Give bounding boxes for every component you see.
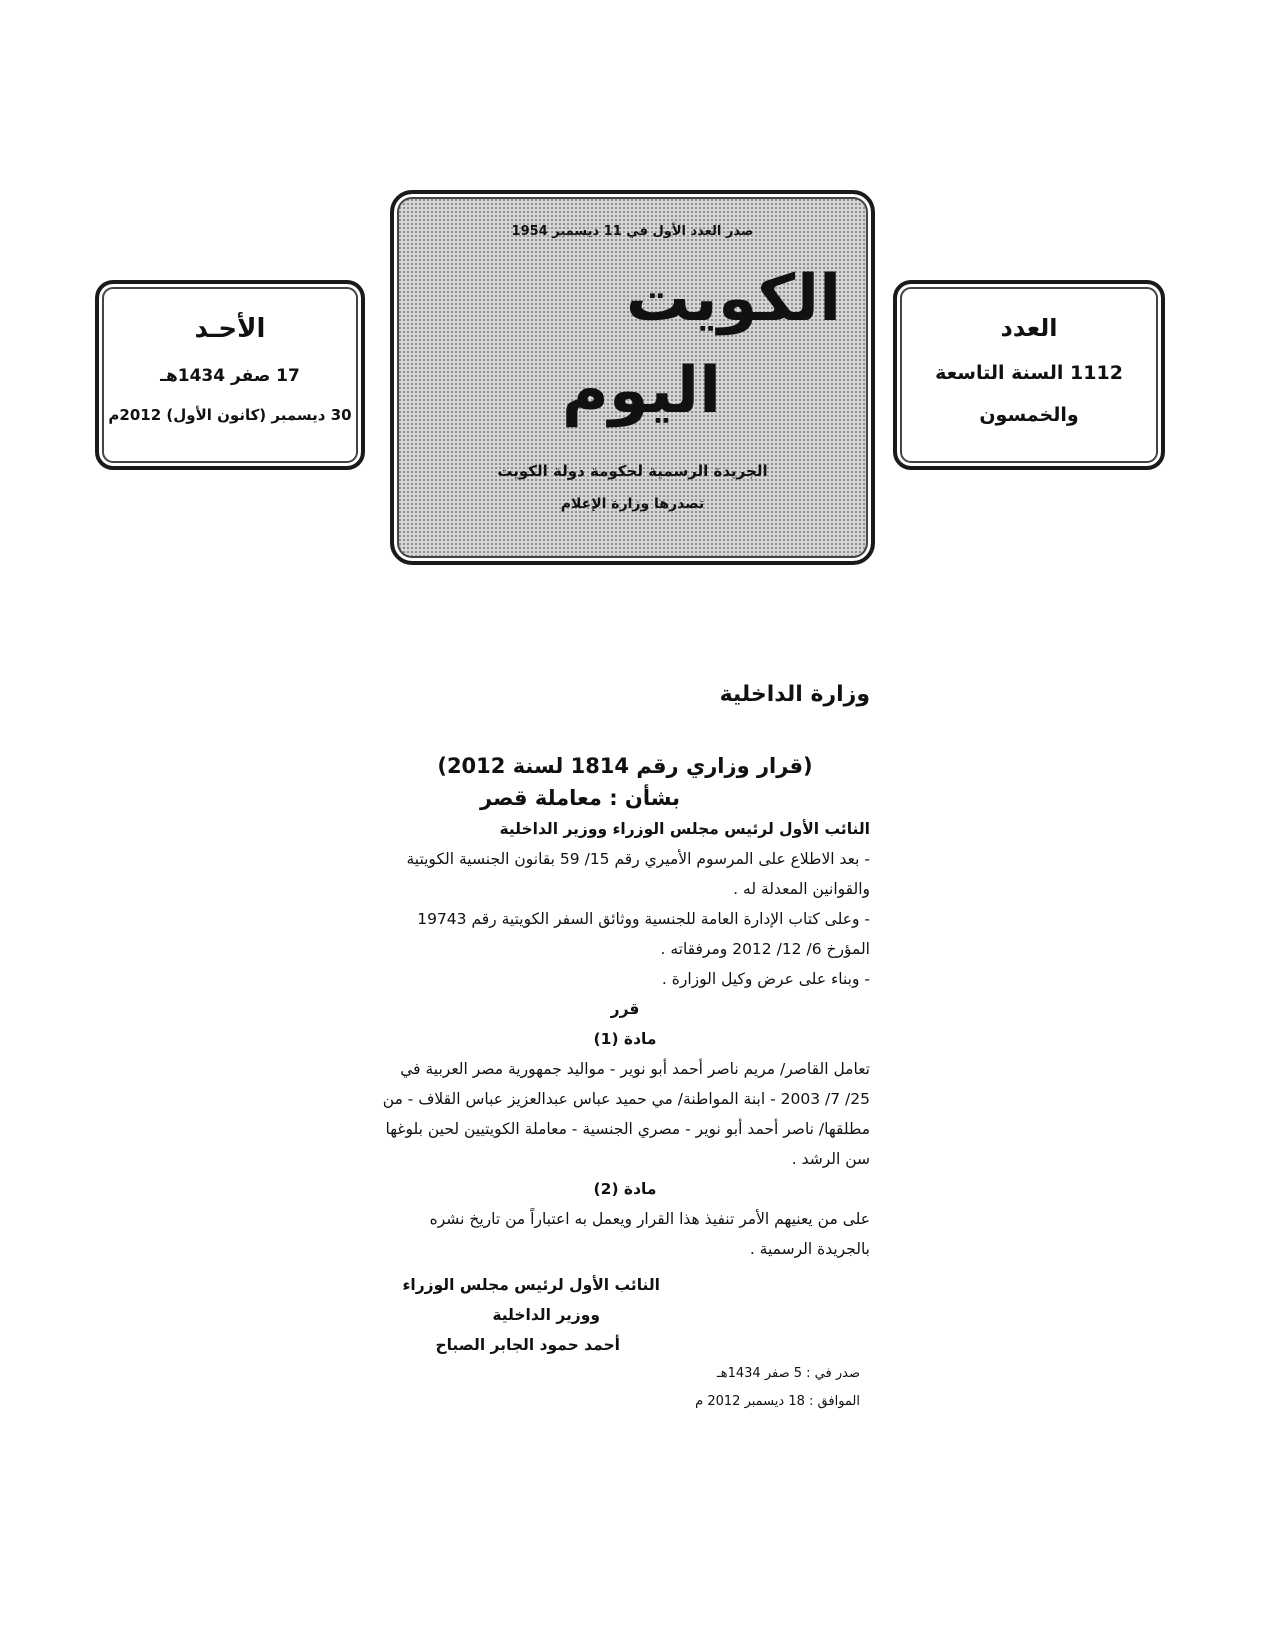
ministry-heading: وزارة الداخلية <box>719 682 870 707</box>
issue-label: العدد <box>1000 314 1058 342</box>
masthead-title-line1: الكويت <box>625 262 841 336</box>
masthead-publisher: تصدرها وزارة الإعلام <box>560 496 705 512</box>
decree-title: (قرار وزاري رقم 1814 لسنة 2012) <box>437 754 813 778</box>
gregorian-date: 30 ديسمبر (كانون الأول) 2012م <box>108 406 352 424</box>
signature-ministry: ووزير الداخلية <box>492 1306 600 1324</box>
article-2-heading: مادة (2) <box>593 1180 657 1198</box>
article-2-text: على من يعنيهم الأمر تنفيذ هذا القرار ويعمل به اعتباراً من تاريخ نشره بالجريدة الرسمية . <box>429 1210 870 1258</box>
issue-number-year: 1112 السنة التاسعة <box>935 362 1123 384</box>
issued-gregorian-date: الموافق : 18 ديسمبر 2012 م <box>695 1394 860 1409</box>
issue-day: الأحـد <box>194 314 266 344</box>
article-1-heading: مادة (1) <box>593 1030 657 1048</box>
date-box <box>95 280 365 470</box>
decree-issuer: النائب الأول لرئيس مجلس الوزراء ووزير الداخلية <box>499 820 870 838</box>
issue-box <box>893 280 1165 470</box>
masthead-logo <box>390 190 875 565</box>
issued-hijri-date: صدر في : 5 صفر 1434هـ <box>716 1366 860 1381</box>
article-1-text: تعامل القاصر/ مريم ناصر أحمد أبو نوير - مواليد جمهورية مصر العربية في 25/ 7/ 2003 - ابنة المواطنة/ مي حميد عباس عبدالعزيز عباس القلاف - من مطلقها/ ناصر أحمد أبو نوير - مصري الجنسية - معاملة الكويتيين لحين بلوغها سن الرشد . <box>382 1060 870 1168</box>
masthead-subtitle: الجريدة الرسمية لحكومة دولة الكويت <box>497 462 768 480</box>
masthead-title-line2: اليوم <box>561 354 721 428</box>
signature-name: أحمد حمود الجابر الصباح <box>435 1336 620 1354</box>
decree-subject: بشأن : معاملة قصر <box>480 786 680 810</box>
preamble-1: - بعد الاطلاع على المرسوم الأميري رقم 15/ 59 بقانون الجنسية الكويتية والقوانين المعدلة له . <box>406 850 870 898</box>
founded-note: صدر العدد الأول في 11 ديسمبر 1954 <box>511 224 754 239</box>
preamble-3: - وبناء على عرض وكيل الوزارة . <box>661 970 870 988</box>
preamble-2: - وعلى كتاب الإدارة العامة للجنسية ووثائق السفر الكويتية رقم 19743 المؤرخ 6/ 12/ 2012 ومرفقاته . <box>417 910 870 958</box>
decree-article <box>380 680 870 1416</box>
hijri-date: 17 صفر 1434هـ <box>160 366 300 386</box>
signature-title: النائب الأول لرئيس مجلس الوزراء <box>402 1276 660 1294</box>
issue-year-cont: والخمسون <box>979 404 1079 426</box>
decided-heading: قرر <box>610 1000 640 1018</box>
